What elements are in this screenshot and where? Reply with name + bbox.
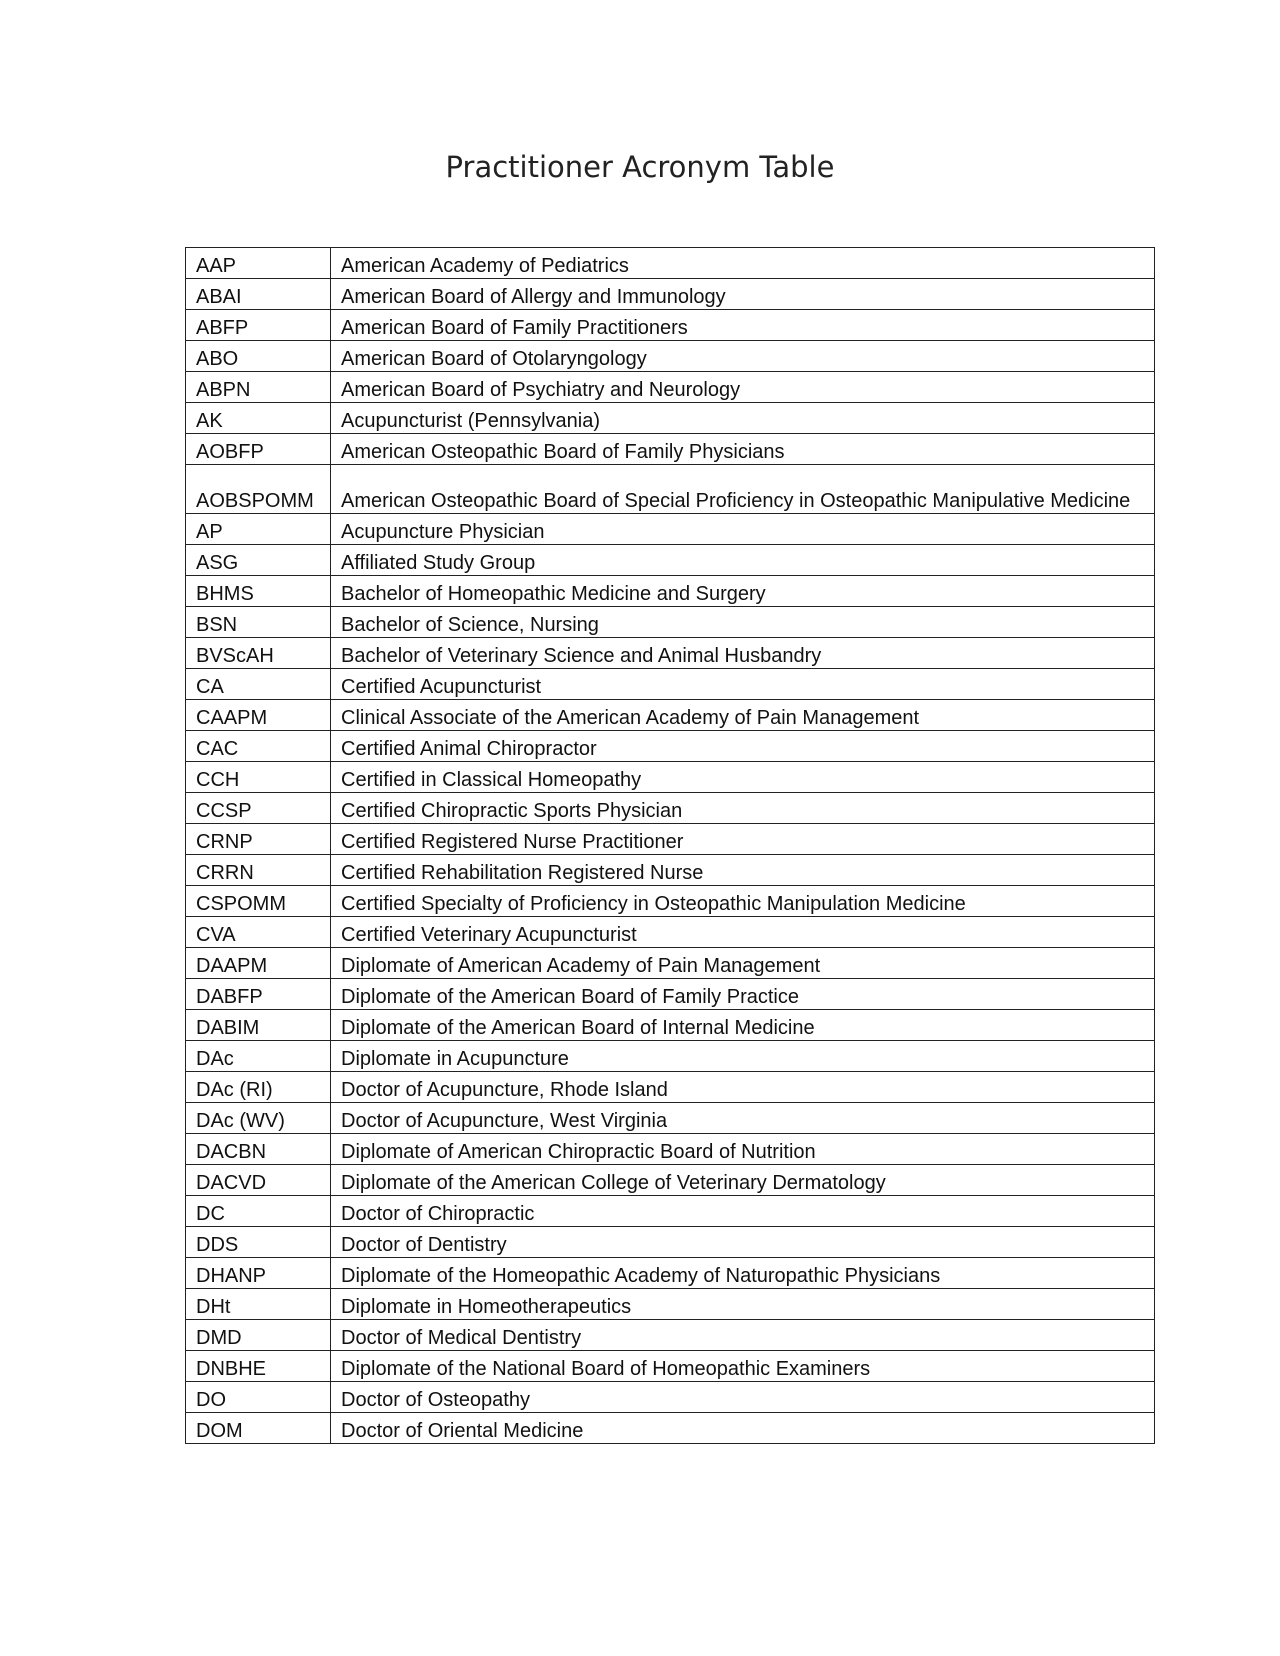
acronym-cell: ASG bbox=[186, 545, 331, 576]
table-row bbox=[186, 1010, 1155, 1041]
acronym-cell: AAP bbox=[186, 248, 331, 279]
acronym-cell: ABPN bbox=[186, 372, 331, 403]
table-row bbox=[186, 1289, 1155, 1320]
table-row bbox=[186, 248, 1155, 279]
table-row bbox=[186, 1134, 1155, 1165]
meaning-cell: Diplomate of the National Board of Homeopathic Examiners bbox=[331, 1351, 1155, 1382]
meaning-cell: Doctor of Acupuncture, Rhode Island bbox=[331, 1072, 1155, 1103]
meaning-cell: Acupuncture Physician bbox=[331, 514, 1155, 545]
table-row bbox=[186, 1196, 1155, 1227]
table-row bbox=[186, 1320, 1155, 1351]
table-row bbox=[186, 979, 1155, 1010]
table-row bbox=[186, 824, 1155, 855]
acronym-cell: DABIM bbox=[186, 1010, 331, 1041]
table-row bbox=[186, 1413, 1155, 1444]
acronym-cell: CSPOMM bbox=[186, 886, 331, 917]
meaning-cell: Diplomate of American Academy of Pain Management bbox=[331, 948, 1155, 979]
table-row bbox=[186, 434, 1155, 465]
meaning-cell: Diplomate of the American College of Veterinary Dermatology bbox=[331, 1165, 1155, 1196]
meaning-cell: Doctor of Acupuncture, West Virginia bbox=[331, 1103, 1155, 1134]
acronym-cell: DABFP bbox=[186, 979, 331, 1010]
acronym-cell: ABO bbox=[186, 341, 331, 372]
acronym-cell: CCSP bbox=[186, 793, 331, 824]
acronym-cell: AOBSPOMM bbox=[186, 465, 331, 514]
table-row bbox=[186, 403, 1155, 434]
meaning-cell: Bachelor of Homeopathic Medicine and Surgery bbox=[331, 576, 1155, 607]
meaning-cell: Diplomate in Homeotherapeutics bbox=[331, 1289, 1155, 1320]
meaning-cell: Doctor of Oriental Medicine bbox=[331, 1413, 1155, 1444]
acronym-cell: DHt bbox=[186, 1289, 331, 1320]
table-row bbox=[186, 465, 1155, 514]
table-row bbox=[186, 1382, 1155, 1413]
table-row bbox=[186, 607, 1155, 638]
acronym-cell: CCH bbox=[186, 762, 331, 793]
meaning-cell: Affiliated Study Group bbox=[331, 545, 1155, 576]
table-row bbox=[186, 1227, 1155, 1258]
meaning-cell: Diplomate of the American Board of Family Practice bbox=[331, 979, 1155, 1010]
acronym-cell: BSN bbox=[186, 607, 331, 638]
meaning-cell: Doctor of Medical Dentistry bbox=[331, 1320, 1155, 1351]
acronym-cell: DMD bbox=[186, 1320, 331, 1351]
acronym-cell: DAAPM bbox=[186, 948, 331, 979]
acronym-cell: DOM bbox=[186, 1413, 331, 1444]
meaning-cell: American Board of Psychiatry and Neurology bbox=[331, 372, 1155, 403]
meaning-cell: Certified Animal Chiropractor bbox=[331, 731, 1155, 762]
meaning-cell: Certified Acupuncturist bbox=[331, 669, 1155, 700]
table-row bbox=[186, 917, 1155, 948]
meaning-cell: American Board of Otolaryngology bbox=[331, 341, 1155, 372]
table-row bbox=[186, 279, 1155, 310]
acronym-cell: DAc bbox=[186, 1041, 331, 1072]
table-row bbox=[186, 1258, 1155, 1289]
meaning-cell: American Osteopathic Board of Family Physicians bbox=[331, 434, 1155, 465]
meaning-cell: Diplomate of the American Board of Internal Medicine bbox=[331, 1010, 1155, 1041]
acronym-cell: ABFP bbox=[186, 310, 331, 341]
meaning-cell: American Board of Family Practitioners bbox=[331, 310, 1155, 341]
acronym-table bbox=[185, 247, 1155, 1444]
table-row bbox=[186, 762, 1155, 793]
acronym-cell: CVA bbox=[186, 917, 331, 948]
table-row bbox=[186, 576, 1155, 607]
table-row bbox=[186, 310, 1155, 341]
meaning-cell: Certified Veterinary Acupuncturist bbox=[331, 917, 1155, 948]
page-title: Practitioner Acronym Table bbox=[445, 150, 835, 184]
table-row bbox=[186, 855, 1155, 886]
meaning-cell: Doctor of Dentistry bbox=[331, 1227, 1155, 1258]
acronym-cell: DNBHE bbox=[186, 1351, 331, 1382]
meaning-cell: Diplomate of the Homeopathic Academy of Naturopathic Physicians bbox=[331, 1258, 1155, 1289]
meaning-cell: Certified Rehabilitation Registered Nurse bbox=[331, 855, 1155, 886]
table-row bbox=[186, 886, 1155, 917]
table-row bbox=[186, 1103, 1155, 1134]
acronym-cell: CAC bbox=[186, 731, 331, 762]
acronym-cell: DACBN bbox=[186, 1134, 331, 1165]
meaning-cell: Bachelor of Science, Nursing bbox=[331, 607, 1155, 638]
acronym-cell: BHMS bbox=[186, 576, 331, 607]
meaning-cell: Acupuncturist (Pennsylvania) bbox=[331, 403, 1155, 434]
acronym-cell: CRRN bbox=[186, 855, 331, 886]
acronym-cell: BVScAH bbox=[186, 638, 331, 669]
table-row bbox=[186, 793, 1155, 824]
meaning-cell: Certified in Classical Homeopathy bbox=[331, 762, 1155, 793]
table-row bbox=[186, 1351, 1155, 1382]
acronym-cell: DC bbox=[186, 1196, 331, 1227]
acronym-cell: CA bbox=[186, 669, 331, 700]
table-row bbox=[186, 341, 1155, 372]
acronym-cell: DAc (RI) bbox=[186, 1072, 331, 1103]
table-row bbox=[186, 669, 1155, 700]
meaning-cell: Doctor of Osteopathy bbox=[331, 1382, 1155, 1413]
meaning-cell: American Academy of Pediatrics bbox=[331, 248, 1155, 279]
acronym-cell: DDS bbox=[186, 1227, 331, 1258]
acronym-cell: DO bbox=[186, 1382, 331, 1413]
meaning-cell: Doctor of Chiropractic bbox=[331, 1196, 1155, 1227]
acronym-cell: AP bbox=[186, 514, 331, 545]
acronym-cell: AK bbox=[186, 403, 331, 434]
meaning-cell: Clinical Associate of the American Academy of Pain Management bbox=[331, 700, 1155, 731]
meaning-cell: Diplomate in Acupuncture bbox=[331, 1041, 1155, 1072]
table-row bbox=[186, 545, 1155, 576]
table-row bbox=[186, 1165, 1155, 1196]
meaning-cell: Bachelor of Veterinary Science and Animal Husbandry bbox=[331, 638, 1155, 669]
meaning-cell: Certified Registered Nurse Practitioner bbox=[331, 824, 1155, 855]
meaning-cell: Diplomate of American Chiropractic Board of Nutrition bbox=[331, 1134, 1155, 1165]
acronym-cell: CAAPM bbox=[186, 700, 331, 731]
table-row bbox=[186, 514, 1155, 545]
acronym-cell: DACVD bbox=[186, 1165, 331, 1196]
meaning-cell: Certified Chiropractic Sports Physician bbox=[331, 793, 1155, 824]
table-row bbox=[186, 700, 1155, 731]
table-row bbox=[186, 731, 1155, 762]
acronym-cell: DAc (WV) bbox=[186, 1103, 331, 1134]
acronym-cell: DHANP bbox=[186, 1258, 331, 1289]
table-row bbox=[186, 372, 1155, 403]
acronym-table-body bbox=[186, 248, 1155, 1444]
meaning-cell: American Osteopathic Board of Special Proficiency in Osteopathic Manipulative Medicine bbox=[331, 465, 1155, 514]
table-row bbox=[186, 1041, 1155, 1072]
acronym-cell: CRNP bbox=[186, 824, 331, 855]
table-row bbox=[186, 638, 1155, 669]
table-row bbox=[186, 1072, 1155, 1103]
meaning-cell: American Board of Allergy and Immunology bbox=[331, 279, 1155, 310]
acronym-cell: AOBFP bbox=[186, 434, 331, 465]
meaning-cell: Certified Specialty of Proficiency in Osteopathic Manipulation Medicine bbox=[331, 886, 1155, 917]
acronym-cell: ABAI bbox=[186, 279, 331, 310]
table-row bbox=[186, 948, 1155, 979]
